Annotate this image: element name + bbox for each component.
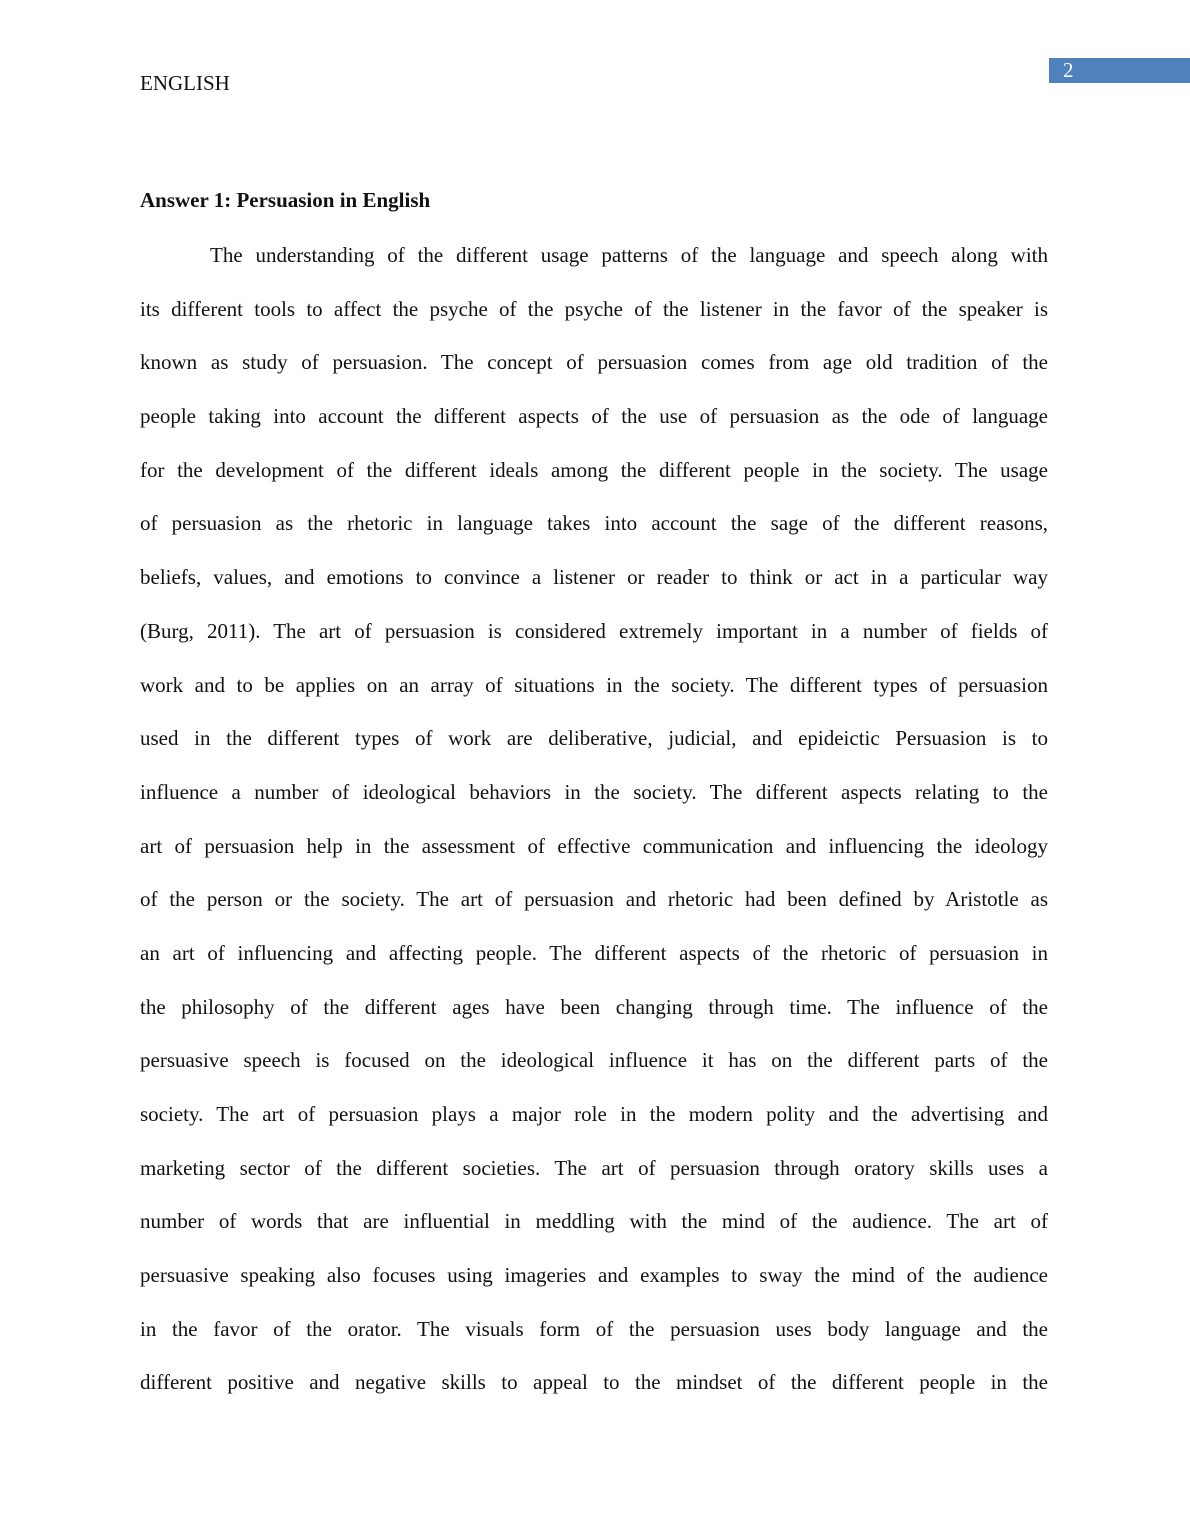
paragraph-line: of persuasion as the rhetoric in language takes into account the sage of the different reasons,	[140, 511, 1048, 536]
paragraph-line: The understanding of the different usage patterns of the language and speech along with	[210, 243, 1048, 267]
paragraph-line: influence a number of ideological behaviors in the society. The different aspects relating to the	[140, 779, 1048, 804]
page-number: 2	[1063, 58, 1074, 82]
paragraph-line: marketing sector of the different societies. The art of persuasion through oratory skills uses a	[140, 1155, 1048, 1180]
paragraph-line: for the development of the different ideals among the different people in the society. The usage	[140, 457, 1048, 482]
paragraph-line: the philosophy of the different ages have been changing through time. The influence of the	[140, 994, 1048, 1019]
paragraph-line: society. The art of persuasion plays a major role in the modern polity and the advertising and	[140, 1102, 1048, 1126]
paragraph-line: people taking into account the different aspects of the use of persuasion as the ode of language	[140, 404, 1048, 429]
paragraph-line: of the person or the society. The art of persuasion and rhetoric had been defined by Aristotle as	[140, 887, 1048, 912]
paragraph-line: in the favor of the orator. The visuals form of the persuasion uses body language and the	[140, 1316, 1048, 1341]
paragraph-line: an art of influencing and affecting people. The different aspects of the rhetoric of persuasion in	[140, 940, 1048, 965]
paragraph-line: used in the different types of work are deliberative, judicial, and epideictic Persuasion is to	[140, 726, 1048, 751]
paragraph-line: known as study of persuasion. The concept of persuasion comes from age old tradition of the	[140, 350, 1048, 375]
paragraph-line: persuasive speech is focused on the ideological influence it has on the different parts of the	[140, 1048, 1048, 1073]
paragraph-line: (Burg, 2011). The art of persuasion is considered extremely important in a number of fields of	[140, 618, 1048, 643]
section-heading: Answer 1: Persuasion in English	[140, 188, 431, 212]
paragraph-line: beliefs, values, and emotions to convince a listener or reader to think or act in a particular way	[140, 565, 1048, 590]
paragraph-line: number of words that are influential in meddling with the mind of the audience. The art of	[140, 1209, 1048, 1234]
paragraph-line: art of persuasion help in the assessment of effective communication and influencing the ideology	[140, 833, 1048, 858]
paragraph-line: different positive and negative skills to appeal to the mindset of the different people in the	[140, 1370, 1048, 1395]
paragraph-line: work and to be applies on an array of situations in the society. The different types of persuasion	[140, 672, 1048, 697]
paragraph-line: persuasive speaking also focuses using imageries and examples to sway the mind of the audience	[140, 1263, 1048, 1288]
running-header: ENGLISH	[140, 71, 230, 95]
page-number-bar	[1049, 58, 1190, 83]
paragraph-line: its different tools to affect the psyche of the psyche of the listener in the favor of the speaker is	[140, 296, 1048, 321]
body-paragraph	[140, 236, 1048, 1417]
